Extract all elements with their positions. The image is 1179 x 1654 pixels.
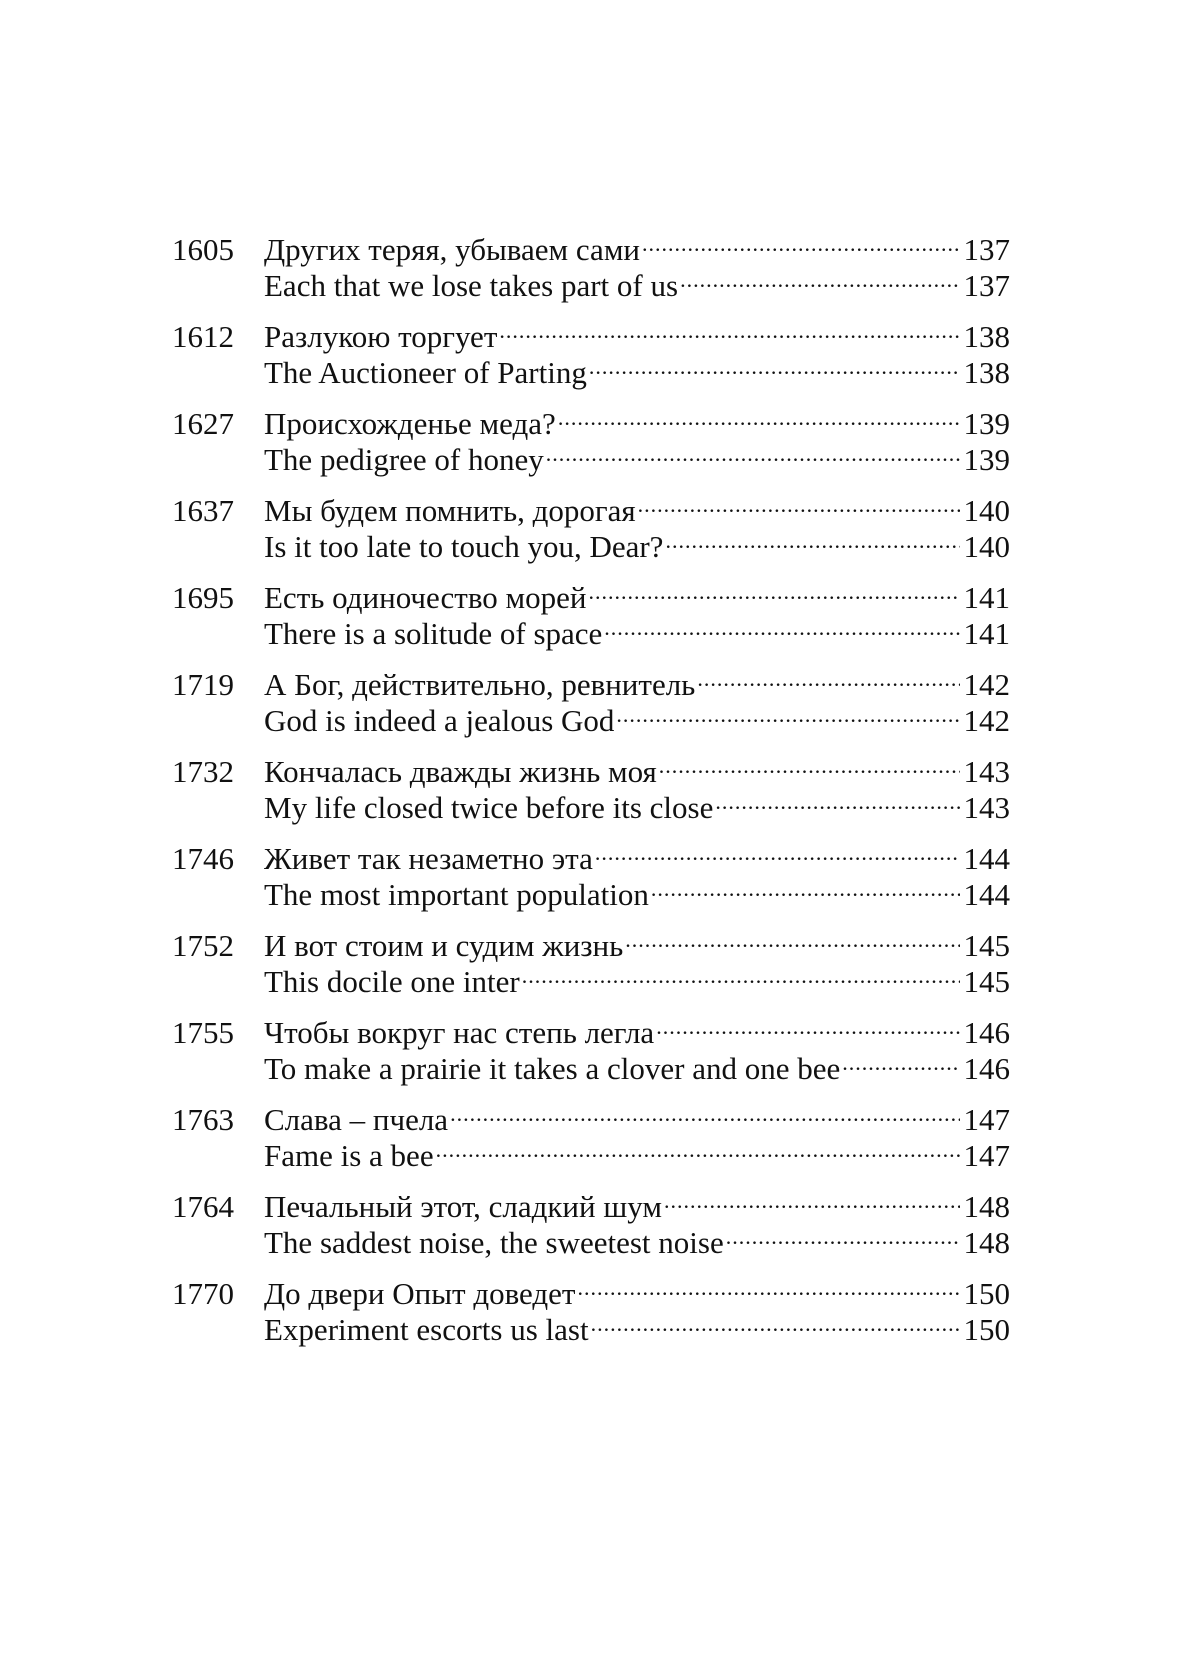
title-en: To make a prairie it takes a clover and one bee [264,1051,841,1086]
toc-entry [172,398,1010,477]
title-ru: Чтобы вокруг нас степь легла [264,1015,655,1050]
page-number: 139 [963,442,1010,477]
poem-number: 1719 [172,667,234,702]
toc-entry [172,1007,1010,1086]
page-number: 144 [963,841,1010,876]
toc-entry [172,746,1010,825]
page-number: 143 [963,790,1010,825]
title-ru: Разлукою торгует [264,319,498,354]
toc-line-ru[interactable] [172,572,1010,615]
title-en: There is a solitude of space [264,616,603,651]
poem-number: 1732 [172,754,234,789]
title-en: The pedigree of honey [264,442,544,477]
page-number: 147 [963,1102,1010,1137]
page-number: 150 [963,1276,1010,1311]
title-ru: Печальный этот, сладкий шум [264,1189,662,1224]
title-en: Each that we lose takes part of us [264,268,679,303]
dot-leader [638,485,960,521]
page-number: 147 [963,1138,1010,1173]
dot-leader [842,1043,959,1079]
page-number: 140 [963,529,1010,564]
toc-line-ru[interactable] [172,1094,1010,1137]
page-number: 142 [963,703,1010,738]
poem-number: 1695 [172,580,234,615]
poem-number: 1755 [172,1015,234,1050]
page-number: 143 [963,754,1010,789]
toc-entry [172,485,1010,564]
toc-entry [172,1094,1010,1173]
toc-line-ru[interactable] [172,659,1010,702]
page-number: 139 [963,406,1010,441]
toc-line-ru[interactable] [172,920,1010,963]
dot-leader [450,1094,959,1130]
dot-leader [651,869,960,905]
title-ru: Есть одиночество морей [264,580,587,615]
toc-line-ru[interactable] [172,833,1010,876]
title-ru: Кончалась дважды жизнь моя [264,754,657,789]
page-number: 142 [963,667,1010,702]
toc-entry [172,311,1010,390]
page-number: 148 [963,1225,1010,1260]
page-number: 148 [963,1189,1010,1224]
title-en: This docile one inter [264,964,520,999]
page-number: 140 [963,493,1010,528]
poem-number: 1770 [172,1276,234,1311]
dot-leader [604,608,959,644]
title-ru: Других теряя, убываем сами [264,232,641,267]
title-ru: Слава – пчела [264,1102,449,1137]
dot-leader [715,782,959,818]
poem-number: 1612 [172,319,234,354]
dot-leader [697,659,959,695]
toc-line-ru[interactable] [172,1268,1010,1311]
page-number: 146 [963,1015,1010,1050]
toc-line-ru[interactable] [172,1007,1010,1050]
dot-leader [577,1268,959,1304]
page-number: 141 [963,616,1010,651]
title-ru: Происхожденье меда? [264,406,556,441]
dot-leader [546,434,960,470]
title-en: God is indeed a jealous God [264,703,615,738]
page-number: 137 [963,232,1010,267]
title-en: Is it too late to touch you, Dear? [264,529,664,564]
page-number: 145 [963,928,1010,963]
dot-leader [616,695,959,731]
title-ru: А Бог, действительно, ревнитель [264,667,696,702]
dot-leader [726,1217,960,1253]
toc-entry [172,1181,1010,1260]
toc-entry [172,833,1010,912]
toc-line-ru[interactable] [172,224,1010,267]
toc-entry [172,1268,1010,1347]
toc-line-ru[interactable] [172,398,1010,441]
title-en: Fame is a bee [264,1138,434,1173]
toc-line-ru[interactable] [172,746,1010,789]
dot-leader [680,260,959,296]
page-number: 146 [963,1051,1010,1086]
toc-entry [172,920,1010,999]
dot-leader [595,833,960,869]
toc-line-ru[interactable] [172,1181,1010,1224]
poem-number: 1627 [172,406,234,441]
dot-leader [656,1007,959,1043]
toc-line-ru[interactable] [172,311,1010,354]
poem-number: 1637 [172,493,234,528]
title-en: The Auctioneer of Parting [264,355,587,390]
title-ru: И вот стоим и судим жизнь [264,928,624,963]
dot-leader [665,521,959,557]
page-number: 141 [963,580,1010,615]
toc-entry [172,572,1010,651]
dot-leader [591,1304,960,1340]
dot-leader [499,311,959,347]
dot-leader [522,956,960,992]
title-en: Experiment escorts us last [264,1312,589,1347]
page-number: 138 [963,355,1010,390]
title-ru: Живет так незаметно эта [264,841,593,876]
dot-leader [558,398,960,434]
page-number: 137 [963,268,1010,303]
poem-number: 1605 [172,232,234,267]
dot-leader [642,224,959,260]
title-en: My life closed twice before its close [264,790,714,825]
title-ru: Мы будем помнить, дорогая [264,493,636,528]
poem-number: 1764 [172,1189,234,1224]
title-en: The saddest noise, the sweetest noise [264,1225,724,1260]
page-number: 145 [963,964,1010,999]
dot-leader [436,1130,960,1166]
table-of-contents [172,224,1010,1355]
poem-number: 1746 [172,841,234,876]
dot-leader [589,347,960,383]
poem-number: 1763 [172,1102,234,1137]
title-ru: До двери Опыт доведет [264,1276,576,1311]
toc-entry [172,659,1010,738]
page-number: 150 [963,1312,1010,1347]
title-en: The most important population [264,877,649,912]
toc-line-ru[interactable] [172,485,1010,528]
page-number: 138 [963,319,1010,354]
dot-leader [588,572,959,608]
dot-leader [664,1181,960,1217]
page-number: 144 [963,877,1010,912]
dot-leader [625,920,959,956]
poem-number: 1752 [172,928,234,963]
dot-leader [659,746,960,782]
toc-entry [172,224,1010,303]
